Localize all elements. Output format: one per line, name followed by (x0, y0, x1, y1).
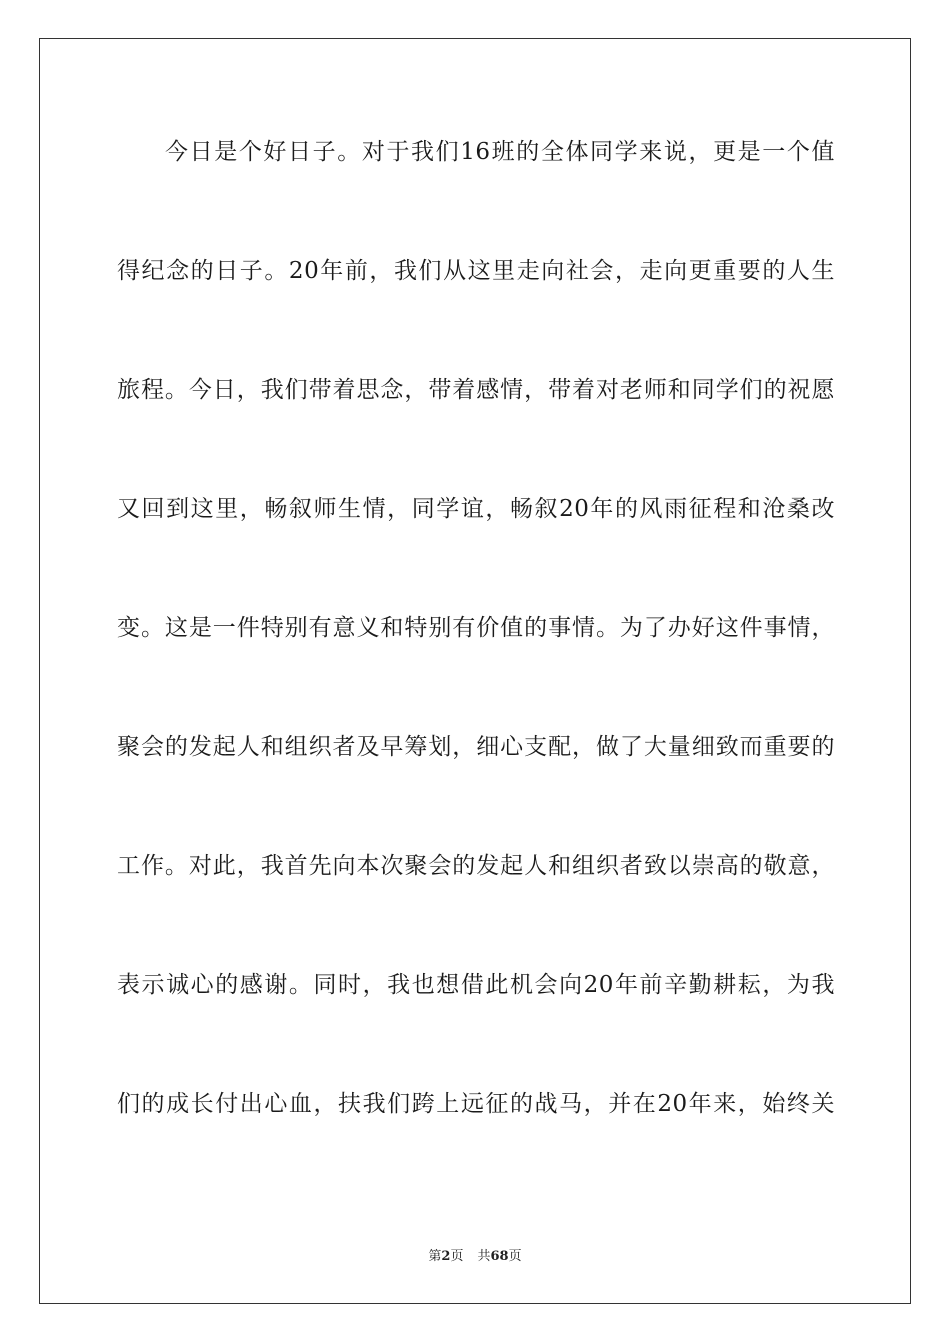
page-number: 2 (441, 1249, 451, 1264)
text-line: 旅程。今日，我们带着思念，带着感情，带着对老师和同学们的祝愿 (117, 377, 835, 403)
text-line: 聚会的发起人和组织者及早筹划，细心支配，做了大量细致而重要的 (117, 734, 835, 760)
page-suffix: 页 (450, 1249, 464, 1264)
text-line: 今日是个好日子。对于我们16班的全体同学来说，更是一个值 (165, 139, 835, 165)
page-prefix: 第 (428, 1249, 442, 1264)
text-line: 得纪念的日子。20年前，我们从这里走向社会，走向更重要的人生 (117, 258, 835, 284)
total-prefix: 共 (477, 1249, 491, 1264)
total-suffix: 页 (508, 1249, 522, 1264)
text-line: 表示诚心的感谢。同时，我也想借此机会向20年前辛勤耕耘，为我 (117, 972, 835, 998)
total-pages: 68 (490, 1249, 509, 1264)
text-line: 工作。对此，我首先向本次聚会的发起人和组织者致以崇高的敬意， (117, 853, 835, 879)
text-line: 变。这是一件特别有意义和特别有价值的事情。为了办好这件事情， (117, 615, 835, 641)
document-body (117, 126, 835, 1197)
text-line: 又回到这里，畅叙师生情，同学谊，畅叙20年的风雨征程和沧桑改 (117, 496, 835, 522)
text-line: 们的成长付出心血，扶我们跨上远征的战马，并在20年来，始终关 (117, 1091, 835, 1117)
page-footer (0, 1245, 950, 1264)
